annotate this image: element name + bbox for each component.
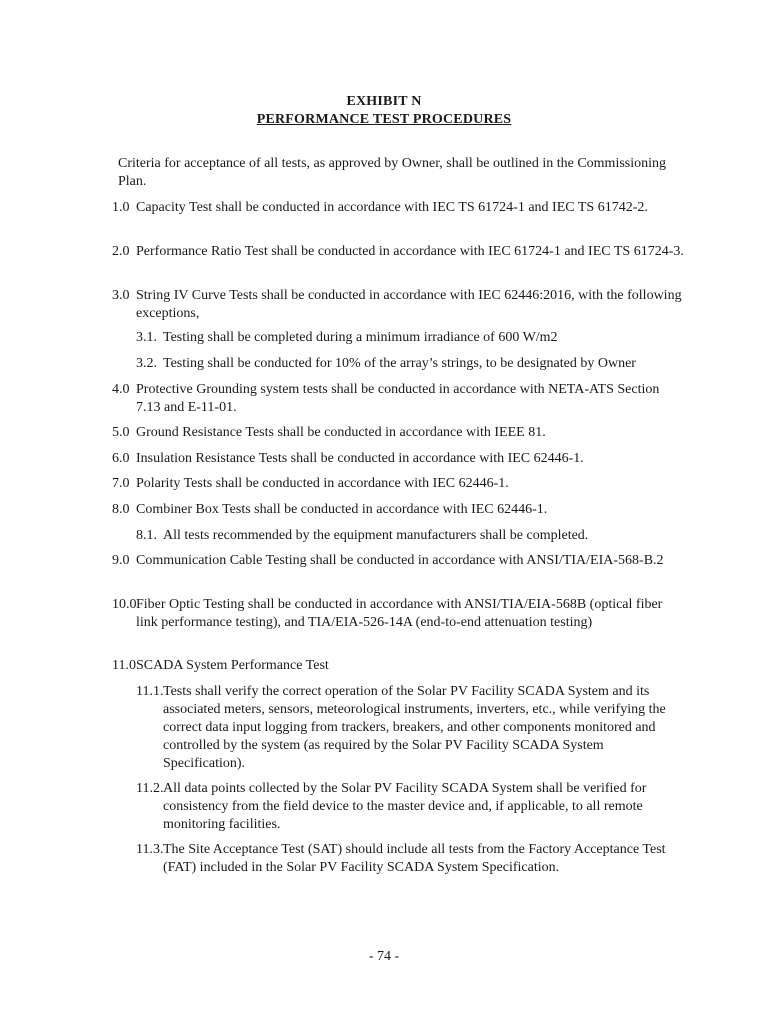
item-text: Combiner Box Tests shall be conducted in accordance with IEC 62446-1. xyxy=(136,502,548,517)
item-number: 5.0 xyxy=(112,425,130,440)
list-item-3-0 xyxy=(112,287,684,323)
item-text: All tests recommended by the equipment manufacturers shall be completed. xyxy=(163,528,589,543)
item-text: Fiber Optic Testing shall be conducted in accordance with ANSI/TIA/EIA-568B (optical fiber link performance testing), and TIA/EIA-526-14A (end-to-end attenuation testing) xyxy=(136,597,663,630)
list-item-9-0 xyxy=(112,552,684,570)
item-number: 11.3. xyxy=(136,842,164,857)
item-number: 3.1. xyxy=(136,330,157,345)
item-number: 8.1. xyxy=(136,528,157,543)
list-item-4-0 xyxy=(112,381,684,417)
exhibit-title: EXHIBIT N xyxy=(346,94,422,109)
list-item-6-0 xyxy=(112,450,684,468)
list-item-11-0 xyxy=(112,657,684,675)
list-item-1-0 xyxy=(112,199,684,217)
item-text: Insulation Resistance Tests shall be conducted in accordance with IEC 62446-1. xyxy=(136,451,584,466)
list-item-3-2 xyxy=(136,355,676,373)
item-text: Ground Resistance Tests shall be conducted in accordance with IEEE 81. xyxy=(136,425,546,440)
item-text: Protective Grounding system tests shall be conducted in accordance with NETA-ATS Section 7.13 and E-11-01. xyxy=(136,382,660,415)
list-item-10-0 xyxy=(112,596,684,632)
item-text: All data points collected by the Solar PV Facility SCADA System shall be verified for consistency from the field device to the master device and, if applicable, to all remote monitoring facilities. xyxy=(163,781,647,832)
item-number: 3.0 xyxy=(112,288,130,303)
item-number: 11.0 xyxy=(112,658,136,673)
item-number: 10.0 xyxy=(112,597,137,612)
intro-paragraph: Criteria for acceptance of all tests, as approved by Owner, shall be outlined in the Commissioning Plan. xyxy=(118,156,667,189)
document-subtitle: PERFORMANCE TEST PROCEDURES xyxy=(256,112,512,127)
list-item-3-1 xyxy=(136,329,676,347)
item-number: 4.0 xyxy=(112,382,130,397)
item-text: Communication Cable Testing shall be conducted in accordance with ANSI/TIA/EIA-568-B.2 xyxy=(136,553,664,568)
list-item-11-2 xyxy=(136,780,676,834)
item-number: 6.0 xyxy=(112,451,130,466)
item-text: Tests shall verify the correct operation of the Solar PV Facility SCADA System and its associated meters, sensors, meteorological instruments, inverters, etc., while verifying the correct data input logging from trackers, breakers, and other components monitored and controlled by the system (as required by the Solar PV Facility SCADA System Specification). xyxy=(163,684,666,771)
item-number: 9.0 xyxy=(112,553,130,568)
item-text: String IV Curve Tests shall be conducted in accordance with IEC 62446:2016, with the following exceptions, xyxy=(136,288,682,321)
item-number: 1.0 xyxy=(112,200,130,215)
item-number: 8.0 xyxy=(112,502,130,517)
item-number: 3.2. xyxy=(136,356,157,371)
item-text: Performance Ratio Test shall be conducted in accordance with IEC 61724-1 and IEC TS 61724-3. xyxy=(136,244,684,259)
page-number: - 74 - xyxy=(368,949,400,964)
list-item-11-1 xyxy=(136,683,676,773)
item-text: Testing shall be conducted for 10% of the array’s strings, to be designated by Owner xyxy=(163,356,636,371)
item-number: 11.2. xyxy=(136,781,164,796)
list-item-11-3 xyxy=(136,841,676,877)
list-item-8-0 xyxy=(112,501,684,519)
list-item-2-0 xyxy=(112,243,684,261)
item-text: Polarity Tests shall be conducted in accordance with IEC 62446-1. xyxy=(136,476,509,491)
item-text: SCADA System Performance Test xyxy=(136,658,329,673)
list-item-7-0 xyxy=(112,475,684,493)
item-text: Capacity Test shall be conducted in accordance with IEC TS 61724-1 and IEC TS 61742-2. xyxy=(136,200,648,215)
item-number: 2.0 xyxy=(112,244,130,259)
item-text: Testing shall be completed during a minimum irradiance of 600 W/m2 xyxy=(163,330,558,345)
item-number: 11.1. xyxy=(136,684,164,699)
item-number: 7.0 xyxy=(112,476,130,491)
item-text: The Site Acceptance Test (SAT) should include all tests from the Factory Acceptance Test (FAT) included in the Solar PV Facility SCADA System Specification. xyxy=(163,842,666,875)
list-item-5-0 xyxy=(112,424,684,442)
list-item-8-1 xyxy=(136,527,676,545)
